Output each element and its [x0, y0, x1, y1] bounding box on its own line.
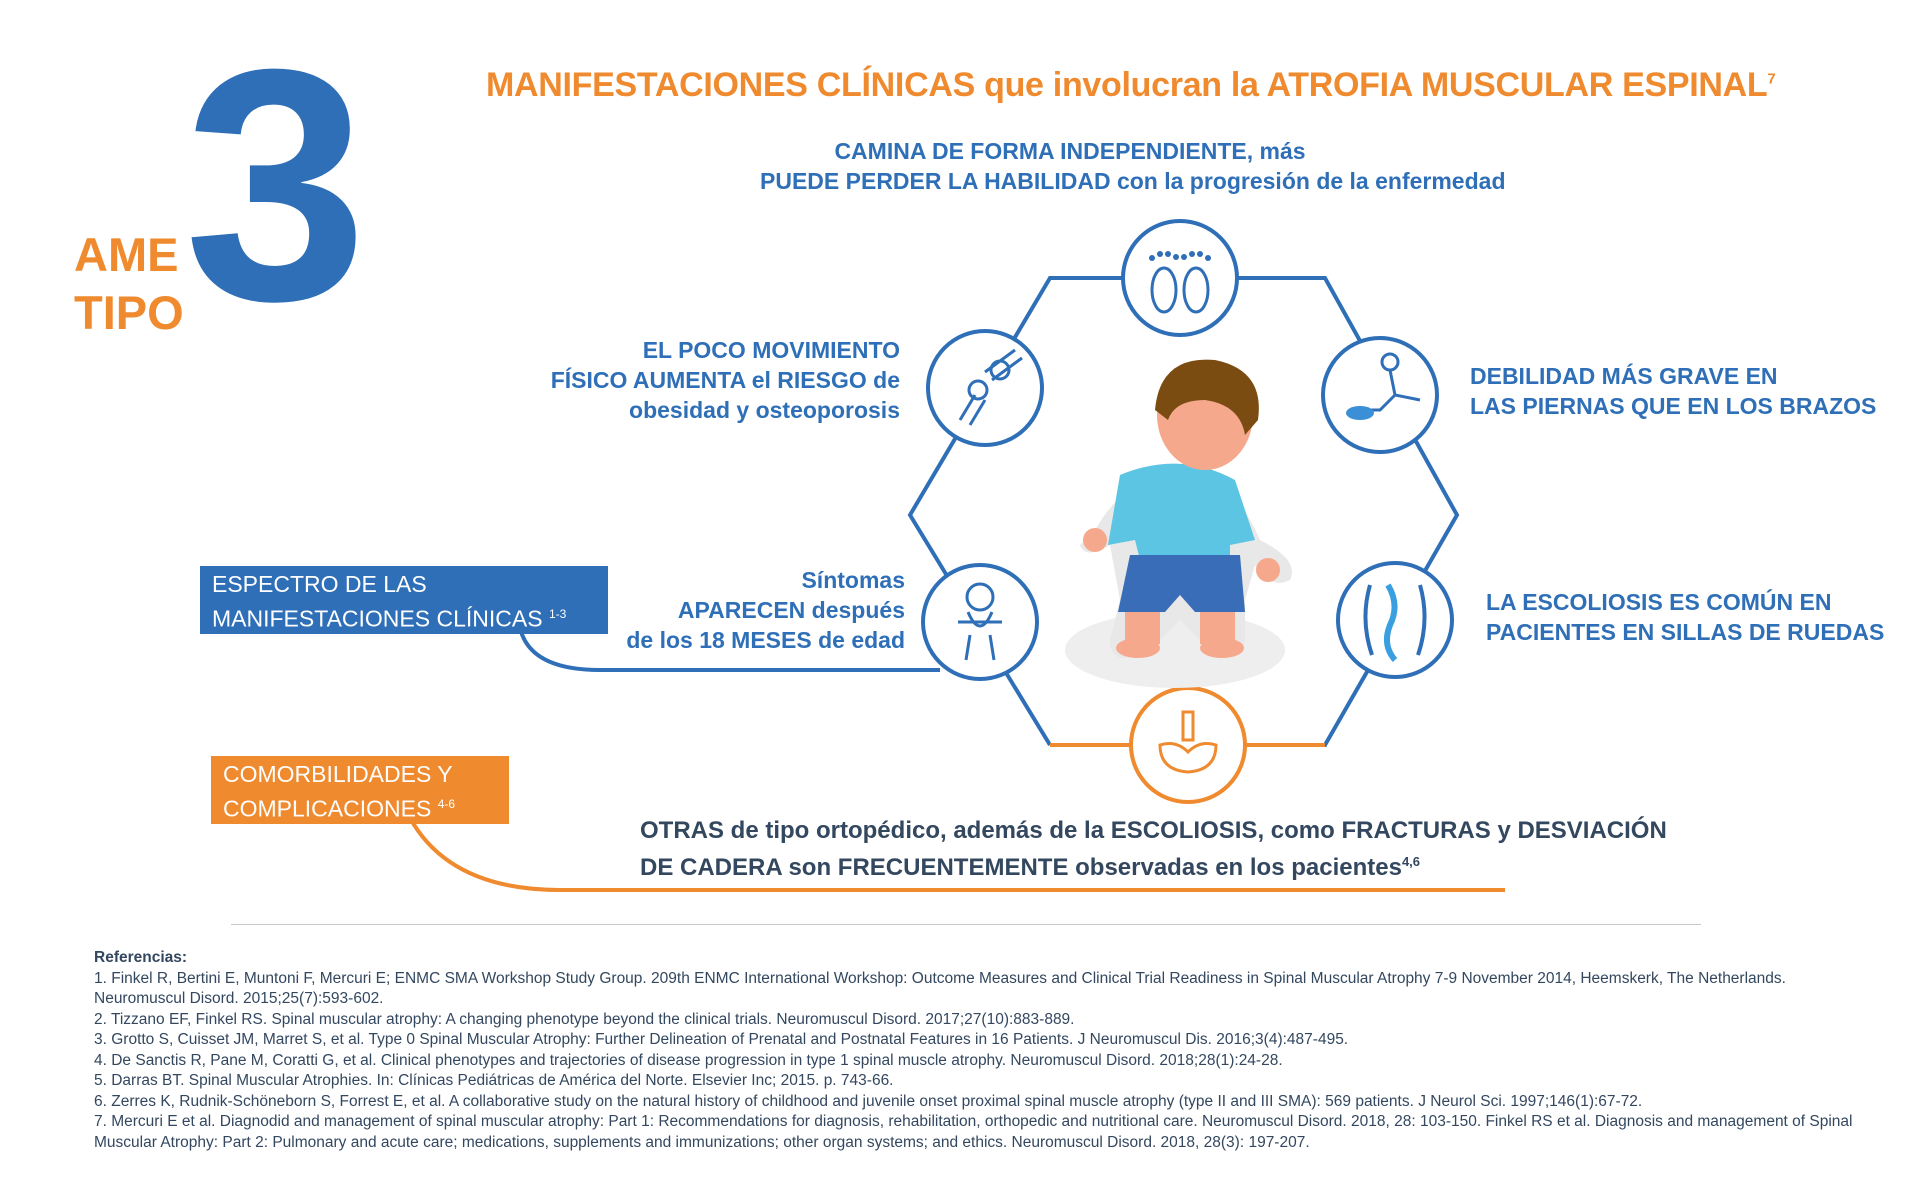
top-manifestation-text	[760, 136, 1506, 196]
reference-item: 1. Finkel R, Bertini E, Muntoni F, Mercuri E; ENMC SMA Workshop Study Group. 209th ENMC International Workshop: Outcome Measures and Clinical Trial Readiness in Spinal Muscular Atrophy 7-9 November 2014, Heemskerk, The Netherlands. Neuromuscul Disord. 2015;25(7):593-602.	[94, 969, 1786, 1007]
left-mid-text-line2: APARECEN después	[677, 597, 905, 623]
baby-icon	[923, 565, 1037, 679]
bottom-text-line1: OTRAS de tipo ortopédico, además de la ESCOLIOSIS, como FRACTURAS y DESVIACIÓN	[640, 817, 1667, 844]
pelvis-icon	[1131, 688, 1245, 802]
right-top-text-line2: LAS PIERNAS QUE EN LOS BRAZOS	[1470, 393, 1877, 419]
reference-item: 2. Tizzano EF, Finkel RS. Spinal muscular atrophy: A changing phenotype beyond the clinical trials. Neuromuscul Disord. 2017;27(10):883-889.	[94, 1010, 1075, 1028]
type-label-line2: TIPO	[74, 286, 184, 339]
right-mid-manifestation-text	[1486, 587, 1884, 647]
type-label	[74, 226, 184, 342]
bottom-text-sup: 4,6	[1401, 854, 1421, 869]
reference-item: 7. Mercuri E et al. Diagnodid and management of spinal muscular atrophy: Part 1: Recommendations for diagnosis, rehabilitation, orthopedic and nutritional care. Neuromuscul Disord. 2018, 28: 103-150. Finkel RS et al. Diagnosis and management of Spinal Muscular Atrophy: Part 2: Pulmonary and acute care; medications, supplements and immunizations; other organ systems; and ethics. Neuromuscul Disord. 2018, 28(3): 197-207.	[94, 1113, 1853, 1151]
spectrum-box-line2: MANIFESTACIONES CLÍNICAS	[212, 605, 543, 632]
bottom-text-line2-wrap	[640, 846, 1421, 883]
comorbidities-box-line1: COMORBILIDADES Y	[223, 761, 453, 787]
left-top-text-line3: obesidad y osteoporosis	[629, 397, 900, 423]
bottom-manifestation-text	[640, 815, 1667, 883]
left-top-text-line2: FÍSICO AUMENTA el RIESGO de	[550, 367, 900, 393]
comorbidities-box-line2-wrap	[223, 789, 497, 824]
right-mid-text-line1: LA ESCOLIOSIS ES COMÚN EN	[1486, 589, 1832, 615]
feet-icon	[1123, 221, 1237, 335]
page-title	[486, 66, 1775, 105]
type-number: 3	[184, 0, 362, 369]
comorbidities-box-line2: COMPLICACIONES	[223, 795, 432, 822]
spectrum-box-sup: 1-3	[548, 607, 567, 621]
left-mid-text-line3: de los 18 MESES de edad	[626, 627, 905, 653]
divider	[231, 924, 1701, 925]
spectrum-box	[200, 566, 608, 634]
legs-weakness-icon	[1323, 338, 1437, 452]
right-top-text-line1: DEBILIDAD MÁS GRAVE EN	[1470, 363, 1778, 389]
page-title-text: MANIFESTACIONES CLÍNICAS que involucran la ATROFIA MUSCULAR ESPINAL	[486, 66, 1768, 104]
left-top-manifestation-text	[480, 335, 900, 425]
reference-item: 6. Zerres K, Rudnik-Schöneborn S, Forrest E, et al. A collaborative study on the natural history of childhood and juvenile onset proximal spinal muscle atrophy (type II and III SMA): 569 patients. J Neurol Sci. 1997;146(1):67-72.	[94, 1092, 1643, 1110]
top-text-line1: CAMINA DE FORMA INDEPENDIENTE, más	[834, 138, 1306, 164]
left-mid-text-line1: Síntomas	[801, 567, 905, 593]
bone-joint-icon	[928, 331, 1042, 445]
reference-item: 5. Darras BT. Spinal Muscular Atrophies. In: Clínicas Pediátricas de América del Norte. Elsevier Inc; 2015. p. 743-66.	[94, 1072, 894, 1089]
reference-item: 3. Grotto S, Cuisset JM, Marret S, et al. Type 0 Spinal Muscular Atrophy: Further Delineation of Prenatal and Postnatal Features in 16 Patients. J Neuromuscul Dis. 2016;3(4):487-495.	[94, 1031, 1349, 1048]
spectrum-box-line1: ESPECTRO DE LAS	[212, 571, 427, 597]
references-heading: Referencias:	[94, 949, 188, 966]
left-top-text-line1: EL POCO MOVIMIENTO	[642, 337, 900, 363]
bottom-text-line2: DE CADERA son FRECUENTEMENTE observadas en los pacientes	[640, 854, 1402, 881]
left-mid-manifestation-text	[560, 565, 905, 655]
top-text-line2: PUEDE PERDER LA HABILIDAD con la progresión de la enfermedad	[760, 168, 1506, 194]
comorbidities-box	[211, 756, 509, 824]
spine-curve-icon	[1338, 563, 1452, 677]
right-mid-text-line2: PACIENTES EN SILLAS DE RUEDAS	[1486, 619, 1885, 645]
comorbidities-box-sup: 4-6	[437, 797, 456, 811]
page-title-sup: 7	[1767, 70, 1776, 88]
type-label-line1: AME	[74, 228, 179, 281]
references	[94, 948, 1864, 1153]
reference-item: 4. De Sanctis R, Pane M, Coratti G, et al. Clinical phenotypes and trajectories of disease progression in type 1 spinal muscle atrophy. Neuromuscul Disord. 2018;28(1):24-28.	[94, 1051, 1283, 1069]
child-figure-icon	[1065, 360, 1292, 688]
right-top-manifestation-text	[1470, 361, 1876, 421]
spectrum-box-line2-wrap	[212, 599, 596, 634]
